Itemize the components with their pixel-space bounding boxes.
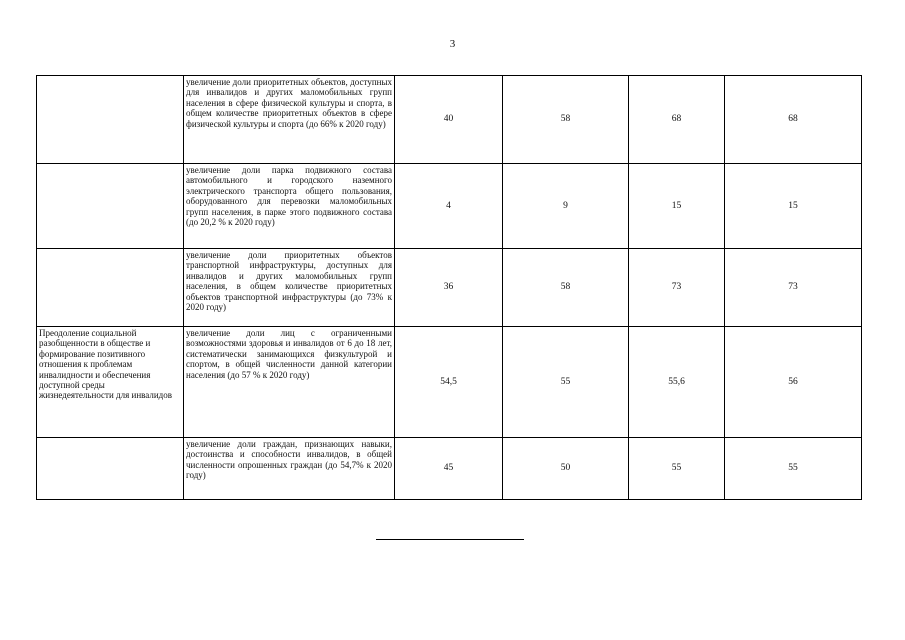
page-number: 3 bbox=[449, 38, 456, 50]
indicator-cell: увеличение доли граждан, признающих навыки, достоинства и способности инвалидов, в общей численности опрошенных граждан (до 54,7% к 2020 году) bbox=[184, 438, 395, 500]
table-row bbox=[37, 164, 862, 249]
indicator-cell: увеличение доли парка подвижного состава автомобильного и городского наземного электрического транспорта общего пользования, оборудованного для перевозки маломобильных групп населения, в парке этого подвижного состава (до 20,2 % к 2020 году) bbox=[184, 164, 395, 249]
footer-divider bbox=[376, 539, 524, 540]
value-cell: 73 bbox=[725, 249, 862, 327]
goal-cell bbox=[37, 164, 184, 249]
indicator-cell: увеличение доли приоритетных объектов, доступных для инвалидов и других маломобильных групп населения в сфере физической культуры и спорта, в общем количестве приоритетных объектов в сфере физической культуры и спорта (до 66% к 2020 году) bbox=[184, 76, 395, 164]
value-cell: 45 bbox=[395, 438, 503, 500]
value-cell: 58 bbox=[503, 249, 629, 327]
value-cell: 55 bbox=[629, 438, 725, 500]
value-cell: 68 bbox=[629, 76, 725, 164]
goal-cell bbox=[37, 438, 184, 500]
value-cell: 15 bbox=[725, 164, 862, 249]
value-cell: 55 bbox=[725, 438, 862, 500]
goal-cell bbox=[37, 249, 184, 327]
value-cell: 68 bbox=[725, 76, 862, 164]
value-cell: 55 bbox=[503, 327, 629, 438]
table-row bbox=[37, 327, 862, 438]
table-row bbox=[37, 76, 862, 164]
indicators-table bbox=[36, 75, 862, 500]
indicator-cell: увеличение доли лиц с ограниченными возможностями здоровья и инвалидов от 6 до 18 лет, систематически занимающихся физкультурой и спортом, в общей численности данной категории населения (до 57 % к 2020 году) bbox=[184, 327, 395, 438]
goal-cell bbox=[37, 76, 184, 164]
value-cell: 50 bbox=[503, 438, 629, 500]
value-cell: 15 bbox=[629, 164, 725, 249]
value-cell: 55,6 bbox=[629, 327, 725, 438]
table-row bbox=[37, 249, 862, 327]
value-cell: 54,5 bbox=[395, 327, 503, 438]
value-cell: 56 bbox=[725, 327, 862, 438]
value-cell: 73 bbox=[629, 249, 725, 327]
value-cell: 58 bbox=[503, 76, 629, 164]
value-cell: 36 bbox=[395, 249, 503, 327]
goal-cell: Преодоление социальной разобщенности в обществе и формирование позитивного отношения к проблемам инвалидности и обеспечения доступной среды жизнедеятельности для инвалидов bbox=[37, 327, 184, 438]
table-row bbox=[37, 438, 862, 500]
value-cell: 4 bbox=[395, 164, 503, 249]
indicator-cell: увеличение доли приоритетных объектов транспортной инфраструктуры, доступных для инвалидов и других маломобильных групп населения, в общем количестве приоритетных объектов транспортной инфраструктуры (до 73% к 2020 году) bbox=[184, 249, 395, 327]
value-cell: 9 bbox=[503, 164, 629, 249]
value-cell: 40 bbox=[395, 76, 503, 164]
